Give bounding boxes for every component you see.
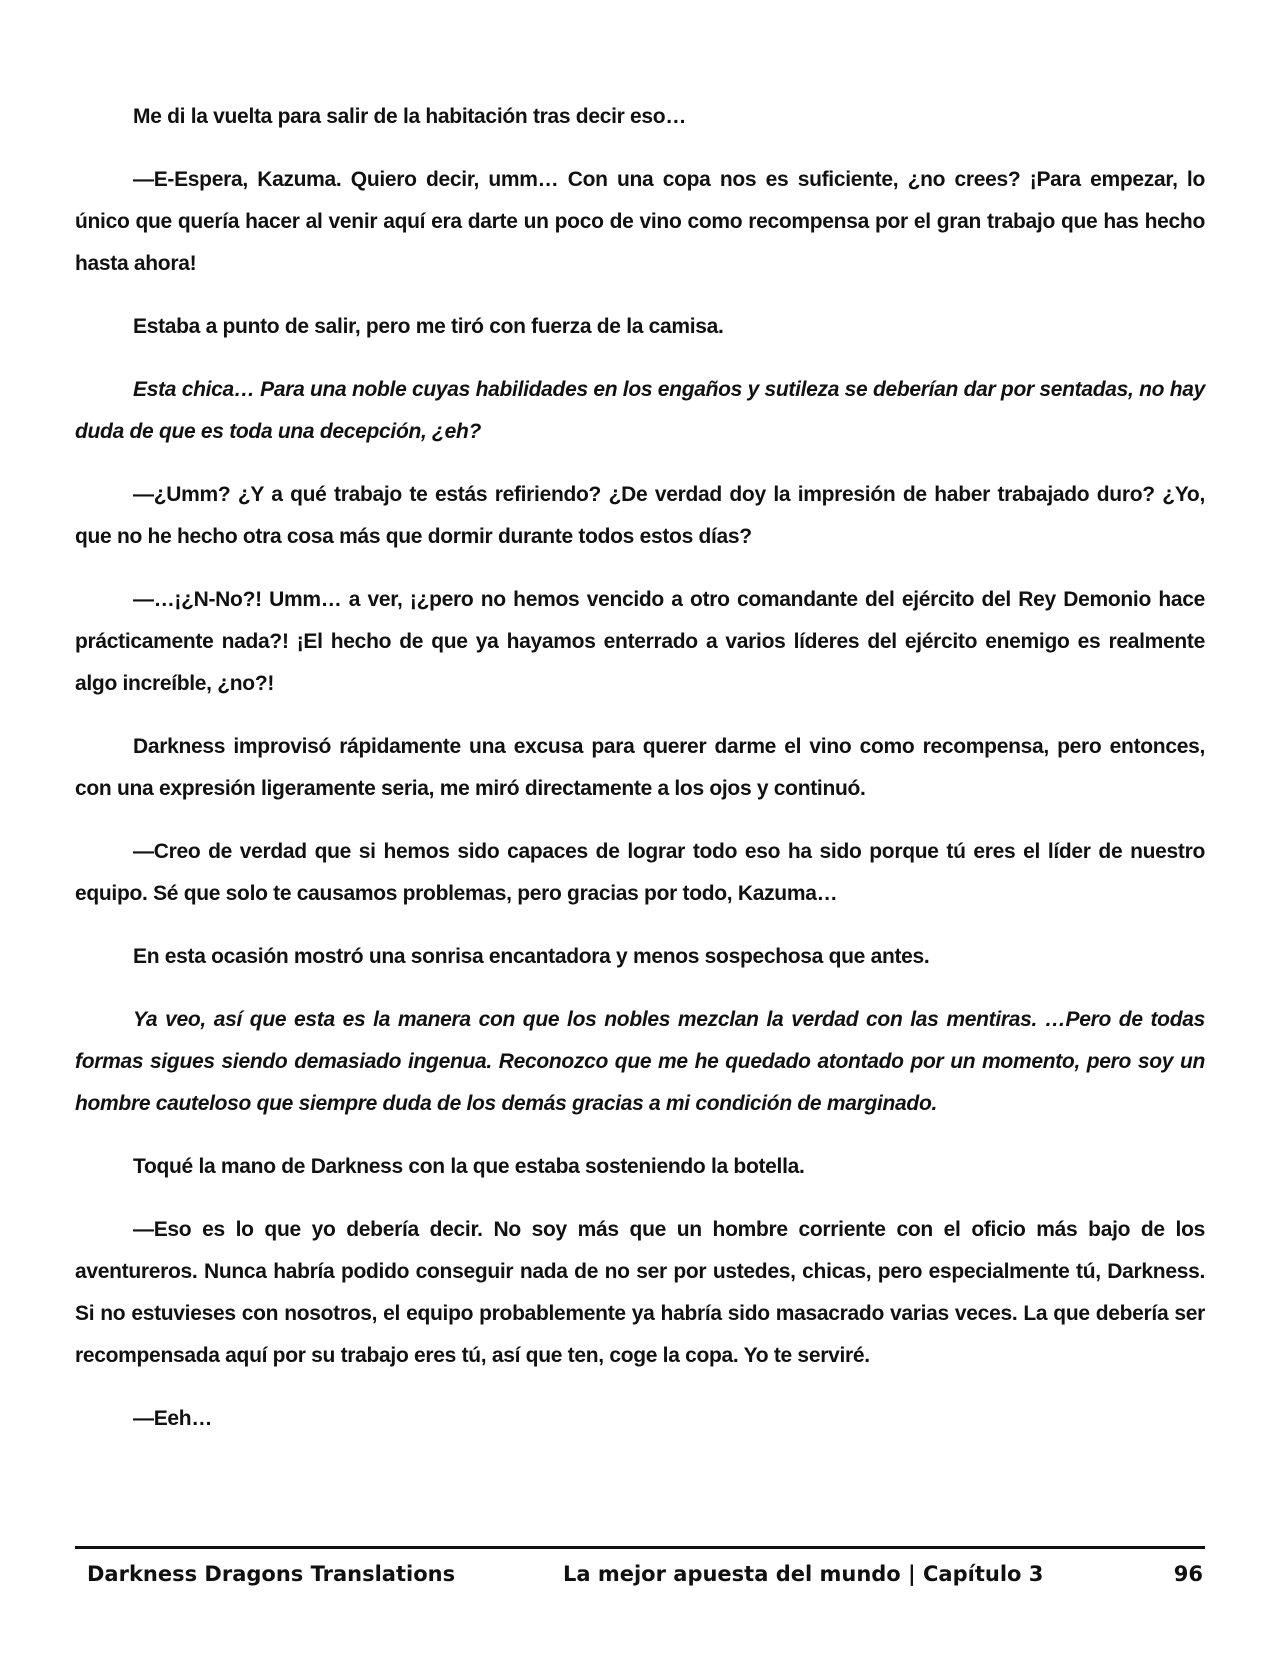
footer-translator-credit: Darkness Dragons Translations bbox=[87, 1562, 456, 1586]
paragraph: —Eso es lo que yo debería decir. No soy más que un hombre corriente con el oficio más bajo de los aventureros. Nunca habría podido conseguir nada de no ser por ustedes, chicas, pero especialmente tú, Darkness. Si no estuvieses con nosotros, el equipo probablemente ya habría sido masacrado varias veces. La que debería ser recompensada aquí por su trabajo eres tú, así que ten, coge la copa. Yo te serviré. bbox=[75, 1218, 1205, 1367]
paragraph: Estaba a punto de salir, pero me tiró con fuerza de la camisa. bbox=[133, 315, 724, 338]
paragraph-thought: Ya veo, así que esta es la manera con que los nobles mezclan la verdad con las mentiras. …Pero de todas formas sigues siendo demasiado ingenua. Reconozco que me he quedado atontado por un momento, pero soy un hombre cauteloso que siempre duda de los demás gracias a mi condición de marginado. bbox=[75, 1008, 1205, 1115]
paragraph: En esta ocasión mostró una sonrisa encantadora y menos sospechosa que antes. bbox=[133, 945, 930, 968]
paragraph: —Creo de verdad que si hemos sido capaces de lograr todo eso ha sido porque tú eres el líder de nuestro equipo. Sé que solo te causamos problemas, pero gracias por todo, Kazuma… bbox=[75, 840, 1205, 905]
page-footer bbox=[75, 1556, 1205, 1592]
footer-divider bbox=[75, 1546, 1205, 1549]
page-number: 96 bbox=[1173, 1562, 1203, 1586]
paragraph: Toqué la mano de Darkness con la que estaba sosteniendo la botella. bbox=[133, 1155, 805, 1178]
paragraph: —Eeh… bbox=[133, 1407, 213, 1430]
paragraph: Darkness improvisó rápidamente una excusa para querer darme el vino como recompensa, pero entonces, con una expresión ligeramente seria, me miró directamente a los ojos y continuó. bbox=[75, 735, 1205, 800]
paragraph: Me di la vuelta para salir de la habitación tras decir eso… bbox=[133, 105, 687, 128]
body-text bbox=[75, 96, 1205, 1461]
paragraph: —¿Umm? ¿Y a qué trabajo te estás refiriendo? ¿De verdad doy la impresión de haber trabajado duro? ¿Yo, que no he hecho otra cosa más que dormir durante todos estos días? bbox=[75, 483, 1205, 548]
footer-chapter-title: La mejor apuesta del mundo | Capítulo 3 bbox=[563, 1562, 1044, 1586]
paragraph: —…¡¿N-No?! Umm… a ver, ¡¿pero no hemos vencido a otro comandante del ejército del Rey Demonio hace prácticamente nada?! ¡El hecho de que ya hayamos enterrado a varios líderes del ejército enemigo es realmente algo increíble, ¿no?! bbox=[75, 588, 1205, 695]
paragraph: —E-Espera, Kazuma. Quiero decir, umm… Con una copa nos es suficiente, ¿no crees? ¡Para empezar, lo único que quería hacer al venir aquí era darte un poco de vino como recompensa por el gran trabajo que has hecho hasta ahora! bbox=[75, 168, 1205, 275]
paragraph-thought: Esta chica… Para una noble cuyas habilidades en los engaños y sutileza se deberían dar por sentadas, no hay duda de que es toda una decepción, ¿eh? bbox=[75, 378, 1205, 443]
